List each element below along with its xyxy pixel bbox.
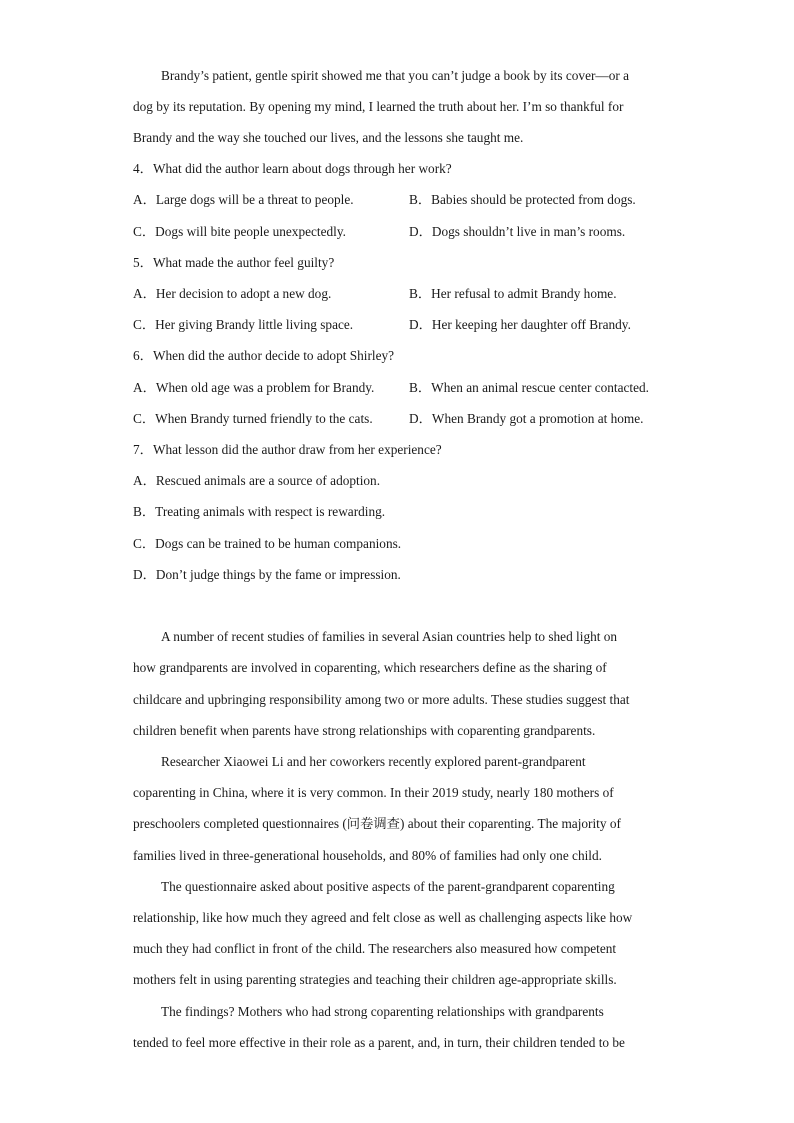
passage2-line: mothers felt in using parenting strategies and teaching their children age-appropriate skills. (133, 972, 617, 987)
passage2-line: coparenting in China, where it is very common. In their 2019 study, nearly 180 mothers of (133, 785, 614, 800)
passage1-line: Brandy’s patient, gentle spirit showed me that you can’t judge a book by its cover—or a (161, 68, 629, 83)
question-option: A．When old age was a problem for Brandy. (133, 380, 375, 395)
passage2-line: preschoolers completed questionnaires (问卷调查) about their coparenting. The majority of (133, 816, 621, 831)
question-option: D．Don’t judge things by the fame or impression. (133, 567, 401, 582)
question-stem: 7．What lesson did the author draw from her experience? (133, 442, 442, 457)
question-stem: 5．What made the author feel guilty? (133, 255, 335, 270)
question-option: D．Dogs shouldn’t live in man’s rooms. (409, 224, 626, 239)
passage2-line: childcare and upbringing responsibility among two or more adults. These studies suggest that (133, 692, 630, 707)
passage2-line: tended to feel more effective in their role as a parent, and, in turn, their children tended to be (133, 1035, 625, 1050)
question-option: A．Rescued animals are a source of adoption. (133, 473, 381, 488)
question-option: B．Treating animals with respect is rewarding. (133, 504, 386, 519)
passage2-line: children benefit when parents have strong relationships with coparenting grandparents. (133, 723, 596, 738)
passage2-line: families lived in three-generational households, and 80% of families had only one child. (133, 848, 602, 863)
question-stem: 4．What did the author learn about dogs through her work? (133, 161, 452, 176)
question-option: D．When Brandy got a promotion at home. (409, 411, 644, 426)
passage2-line: how grandparents are involved in coparenting, which researchers define as the sharing of (133, 660, 607, 675)
question-option: B．Babies should be protected from dogs. (409, 192, 636, 207)
question-option: C．Her giving Brandy little living space. (133, 317, 354, 332)
question-option: A．Large dogs will be a threat to people. (133, 192, 354, 207)
passage1-line: dog by its reputation. By opening my mind, I learned the truth about her. I’m so thankful for (133, 99, 624, 114)
question-option: D．Her keeping her daughter off Brandy. (409, 317, 631, 332)
passage2-line: much they had conflict in front of the child. The researchers also measured how competent (133, 941, 617, 956)
passage1-line: Brandy and the way she touched our lives, and the lessons she taught me. (133, 130, 524, 145)
question-option: C．Dogs will bite people unexpectedly. (133, 224, 346, 239)
question-option: C．Dogs can be trained to be human companions. (133, 536, 402, 551)
passage2-line: Researcher Xiaowei Li and her coworkers recently explored parent-grandparent (161, 754, 586, 769)
passage2-line: A number of recent studies of families in several Asian countries help to shed light on (161, 629, 618, 644)
question-option: A．Her decision to adopt a new dog. (133, 286, 332, 301)
question-stem: 6．When did the author decide to adopt Shirley? (133, 348, 395, 363)
question-option: B．Her refusal to admit Brandy home. (409, 286, 617, 301)
passage2-line: relationship, like how much they agreed and felt close as well as challenging aspects like how (133, 910, 633, 925)
passage2-line: The questionnaire asked about positive aspects of the parent-grandparent coparenting (161, 879, 615, 894)
passage2-line: The findings? Mothers who had strong coparenting relationships with grandparents (161, 1004, 604, 1019)
question-option: C．When Brandy turned friendly to the cats. (133, 411, 373, 426)
question-option: B．When an animal rescue center contacted. (409, 380, 649, 395)
